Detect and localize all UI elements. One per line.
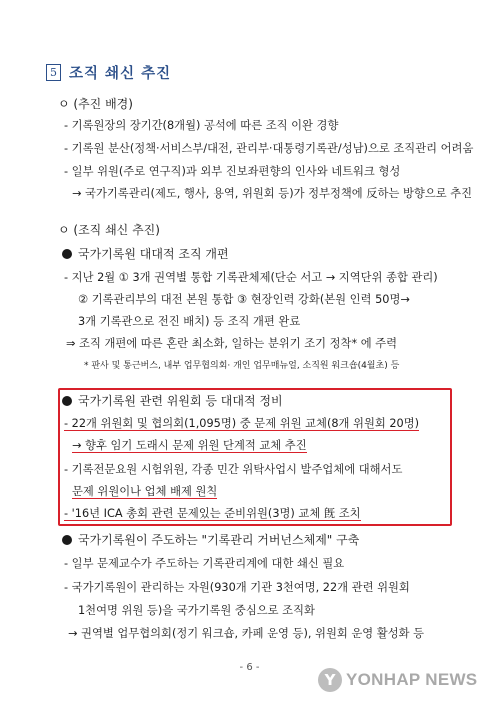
yonhap-logo-icon: Y [318,668,342,692]
block2-line-4 [72,484,217,500]
block2-line-5-text: - '16년 ICA 총회 관련 문제있는 준비위원(3명) 교체 旣 조치 [64,507,361,520]
bullet-dot-icon [62,535,72,545]
block2-title: 국가기록원 관련 위원회 등 대대적 정비 [78,394,283,408]
section-title: 조직 쇄신 추진 [69,65,172,82]
block3-line-3: 1천여명 위원 등)을 국가기록원 중심으로 조직화 [78,604,315,617]
background-item-4: → 국가기록관리(제도, 행사, 용역, 위원회 등)가 정부정책에 反하는 방향으로 추진 [72,187,473,200]
background-item-3: - 일부 위원(주로 연구직)과 외부 진보좌편향의 인사와 네트워크 형성 [64,165,401,178]
block3-line-1: - 일부 문제교수가 주도하는 기록관리계에 대한 쇄신 필요 [64,557,345,570]
block3-line-2: - 국가기록원이 관리하는 자원(930개 기관 3천여명, 22개 관련 위원회 [64,581,410,594]
background-item-1: - 기록원장의 장기간(8개월) 공석에 따른 조직 이완 경향 [64,119,339,132]
block1-title: 국가기록원 대대적 조직 개편 [78,247,229,261]
reform-heading: ㅇ (조직 쇄신 추진) [58,223,160,237]
section-heading [46,62,171,82]
block2-line-4-text: 문제 위원이나 업체 배제 원칙 [72,485,218,498]
page-number: - 6 - [239,662,260,673]
section-number-box: 5 [46,64,61,81]
block2-line-3: - 기록전문요원 시험위원, 각종 민간 위탁사업시 발주업체에 대해서도 [64,463,403,476]
bullet-dot-icon [62,249,72,259]
block3-title: 국가기록원이 주도하는 "기록관리 거버넌스체제" 구축 [78,533,360,547]
background-heading: ㅇ (추진 배경) [58,97,133,111]
block2-line-1-text: - 22개 위원회 및 협의회(1,095명) 중 문제 위원 교체(8개 위원회 20명) [64,417,420,430]
block2-line-2-text: → 향후 임기 도래시 문제 위원 단계적 교체 추진 [72,439,307,452]
block1-line-3: 3개 기록관으로 전진 배치) 등 조직 개편 완료 [78,315,301,328]
block3-title-row [62,532,359,548]
block2-title-row [62,393,283,409]
block1-line-2: ② 기록관리부의 대전 본원 통합 ③ 현장인력 강화(본원 인력 50명→ [78,293,410,306]
watermark-text: YONHAP NEWS [346,670,478,689]
bullet-dot-icon [62,396,72,406]
block1-line-4: ⇒ 조직 개편에 따른 혼란 최소화, 일하는 분위기 조기 정착* 에 주력 [66,337,398,350]
block1-title-row [62,246,229,262]
block2-line-1 [64,416,419,432]
block3-line-4: → 권역별 업무협의회(정기 워크숍, 카페 운영 등), 위원회 운영 활성화 등 [68,627,425,640]
block1-footnote: * 판사 및 통근버스, 내부 업무협의회· 개인 업무매뉴얼, 소직원 워크숍(4월초) 등 [84,361,400,371]
yonhap-watermark [318,668,477,692]
block2-line-5 [64,506,361,522]
block1-line-1: - 지난 2월 ① 3개 권역별 통합 기록관체제(단순 서고 → 지역단위 종합 관리) [64,271,438,284]
block2-line-2 [72,438,307,454]
background-item-2: - 기록원 분산(정책·서비스부/대전, 관리부·대통령기록관/성남)으로 조직관리 어려움 [64,142,474,155]
